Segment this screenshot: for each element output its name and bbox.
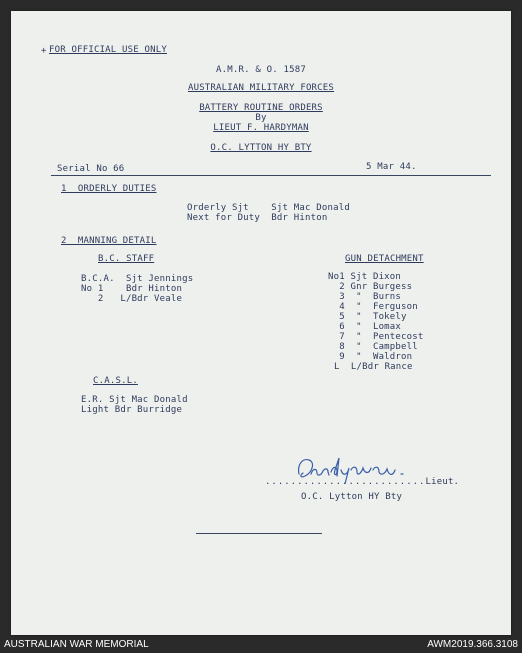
author-line: LIEUT F. HARDYMAN [213,123,309,133]
document-page [11,11,511,635]
order-date: 5 Mar 44. [366,162,417,172]
form-reference: A.M.R. & O. 1587 [216,65,306,75]
unit-line: O.C. LYTTON HY BTY [210,143,312,153]
casl-line: E.R. Sjt Mac Donald [81,395,188,405]
section1-heading-text: 1 ORDERLY DUTIES [61,184,157,194]
gun-detachment-row: 5 " Tokely [328,312,407,322]
footer-catalogue-number: AWM2019.366.3108 [427,639,518,650]
force-heading: AUSTRALIAN MILITARY FORCES [187,83,335,93]
gun-detachment-row: L L/Bdr Rance [334,362,413,372]
gun-detachment-row: 4 " Ferguson [328,302,418,312]
bc-staff-row: No 1 Bdr Hinton [81,284,183,294]
signature-dots: ......................... [265,477,426,487]
section1-heading [61,184,157,195]
gun-detachment-row: 6 " Lomax [328,322,402,332]
bc-staff-row: B.C.A. Sjt Jennings [81,274,194,284]
signature-unit: O.C. Lytton HY Bty [301,492,403,502]
bullet-mark: + [41,46,47,56]
bc-staff-row: 2 L/Bdr Veale [81,294,183,304]
gun-detachment-row: No1 Sjt Dixon [328,272,402,282]
orderly-sjt-line: Orderly Sjt Sjt Mac Donald [187,203,350,213]
bc-staff-heading: B.C. STAFF [98,254,155,264]
gun-detachment-heading: GUN DETACHMENT [345,254,424,264]
serial-number: Serial No 66 [57,164,125,174]
gun-detachment-row: 9 " Waldron [328,352,413,362]
casl-heading: C.A.S.L. [93,376,138,386]
gun-detachment-row: 8 " Campbell [328,342,418,352]
next-for-duty-line: Next for Duty Bdr Hinton [187,213,328,223]
document-title: BATTERY ROUTINE ORDERS [199,103,323,113]
section2-heading: 2 MANNING DETAIL [61,236,157,246]
casl-line: Light Bdr Burridge [81,405,183,415]
gun-detachment-row: 3 " Burns [328,292,402,302]
gun-detachment-row: 7 " Pentecost [328,332,424,342]
bottom-rule [196,533,322,534]
by-line: By [255,113,267,123]
footer-institution: AUSTRALIAN WAR MEMORIAL [4,639,149,650]
signature-rank: Lieut. [425,477,460,487]
header-rule [51,175,491,176]
signature-dotted-line [265,477,459,487]
gun-detachment-row: 2 Gnr Burgess [328,282,413,292]
classification-line: FOR OFFICIAL USE ONLY [49,45,167,55]
